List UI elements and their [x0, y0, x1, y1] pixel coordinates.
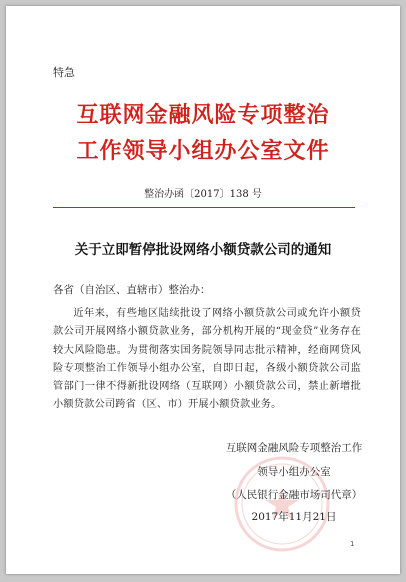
notice-title: 关于立即暂停批设网络小额贷款公司的通知 [74, 242, 332, 258]
urgency-label: 特急 [53, 66, 75, 79]
issuing-authority-line-1: 互联网金融风险专项整治 [76, 102, 330, 128]
issue-date: 2017年11月21日 [251, 511, 337, 523]
document-page [6, 6, 400, 574]
signature-line-2: 领导小组办公室 [257, 466, 331, 478]
issuing-authority-line-2: 工作领导小组办公室文件 [76, 138, 330, 164]
body-paragraph: 近年来，有些地区陆续批设了网络小额贷款公司或允许小额贷款公司开展网络小额贷款业务，部分机构开展的“现金贷”业务存在较大风险隐患。为贯彻落实国务院领导同志批示精神，经商网贷风险专项整治工作领导小组办公室，自即日起，各级小额贷款公司监管部门一律不得新批设网络（互联网）小额贷款公司，禁止新增批小额贷款公司跨省（区、市）开展小额贷款业务。 [53, 308, 361, 411]
document-number: 整治办函〔2017〕138 号 [144, 189, 262, 200]
red-header-divider [53, 207, 355, 208]
signature-line-1: 互联网金融风险专项整治工作 [225, 442, 363, 454]
signature-line-3: （人民银行金融市场司代章） [225, 489, 363, 501]
page-number: 1 [350, 540, 355, 548]
salutation: 各省（自治区、直辖市）整治办： [53, 284, 211, 296]
